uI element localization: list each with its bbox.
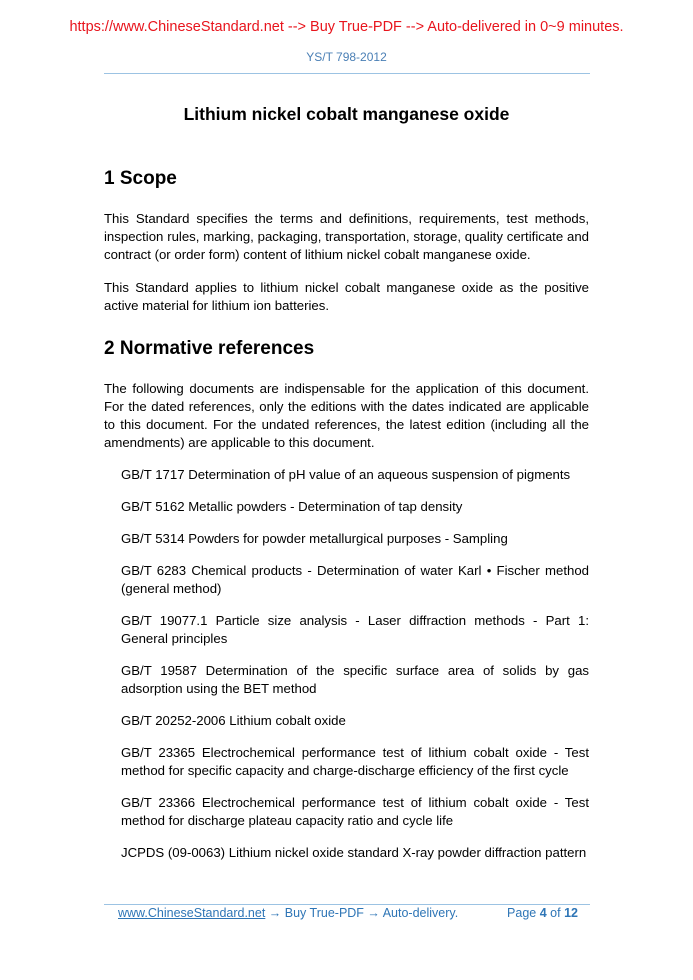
section-heading-scope: 1 Scope [104,168,177,189]
reference-item: GB/T 23366 Electrochemical performance test of lithium cobalt oxide - Test method for discharge plateau capacity ratio and cycle life [121,795,589,828]
reference-item: GB/T 1717 Determination of pH value of an aqueous suspension of pigments [121,467,571,482]
reference-item: GB/T 19077.1 Particle size analysis - Laser diffraction methods - Part 1: General principles [121,613,589,646]
section-heading-normative-references: 2 Normative references [104,338,315,359]
reference-list [121,466,589,876]
paragraph: The following documents are indispensable for the application of this document. For the dated references, only the editions with the dates indicated are applicable to this document. For the undated references, the latest edition (including all the amendments) are applicable to this document. [104,381,589,450]
standard-code: YS/T 798-2012 [306,50,387,64]
reference-item: GB/T 6283 Chemical products - Determination of water Karl • Fischer method (general method) [121,563,589,596]
page-label: Page [507,906,537,920]
paragraph: This Standard specifies the terms and definitions, requirements, test methods, inspection rules, marking, packaging, transportation, storage, quality certificate and contract (or order form) content of lithium nickel cobalt manganese oxide. [104,211,589,262]
footer-tagline: → Buy True-PDF → Auto-delivery. [265,906,459,920]
page-of: of [550,906,561,920]
page-indicator [507,906,578,920]
scope-paragraph-1 [104,210,589,264]
page-total: 12 [564,906,578,920]
scope-paragraph-2 [104,279,589,315]
header-divider [104,73,590,74]
reference-item: GB/T 5162 Metallic powders - Determination of tap density [121,499,463,514]
footer-divider [104,904,590,905]
reference-item: JCPDS (09-0063) Lithium nickel oxide standard X-ray powder diffraction pattern [121,845,587,860]
references-intro [104,380,589,452]
reference-item: GB/T 19587 Determination of the specific surface area of solids by gas adsorption using the BET method [121,663,589,696]
top-banner[interactable]: https://www.ChineseStandard.net --> Buy True-PDF --> Auto-delivered in 0~9 minutes. [69,19,624,35]
page-current: 4 [539,906,547,920]
document-title: Lithium nickel cobalt manganese oxide [183,104,510,124]
footer [118,906,588,920]
reference-item: GB/T 23365 Electrochemical performance test of lithium cobalt oxide - Test method for specific capacity and charge-discharge efficiency of the first cycle [121,745,589,778]
reference-item: GB/T 5314 Powders for powder metallurgical purposes - Sampling [121,531,508,546]
footer-site-link[interactable]: www.ChineseStandard.net [118,906,266,920]
reference-item: GB/T 20252-2006 Lithium cobalt oxide [121,713,346,728]
paragraph: This Standard applies to lithium nickel cobalt manganese oxide as the positive active material for lithium ion batteries. [104,280,589,313]
